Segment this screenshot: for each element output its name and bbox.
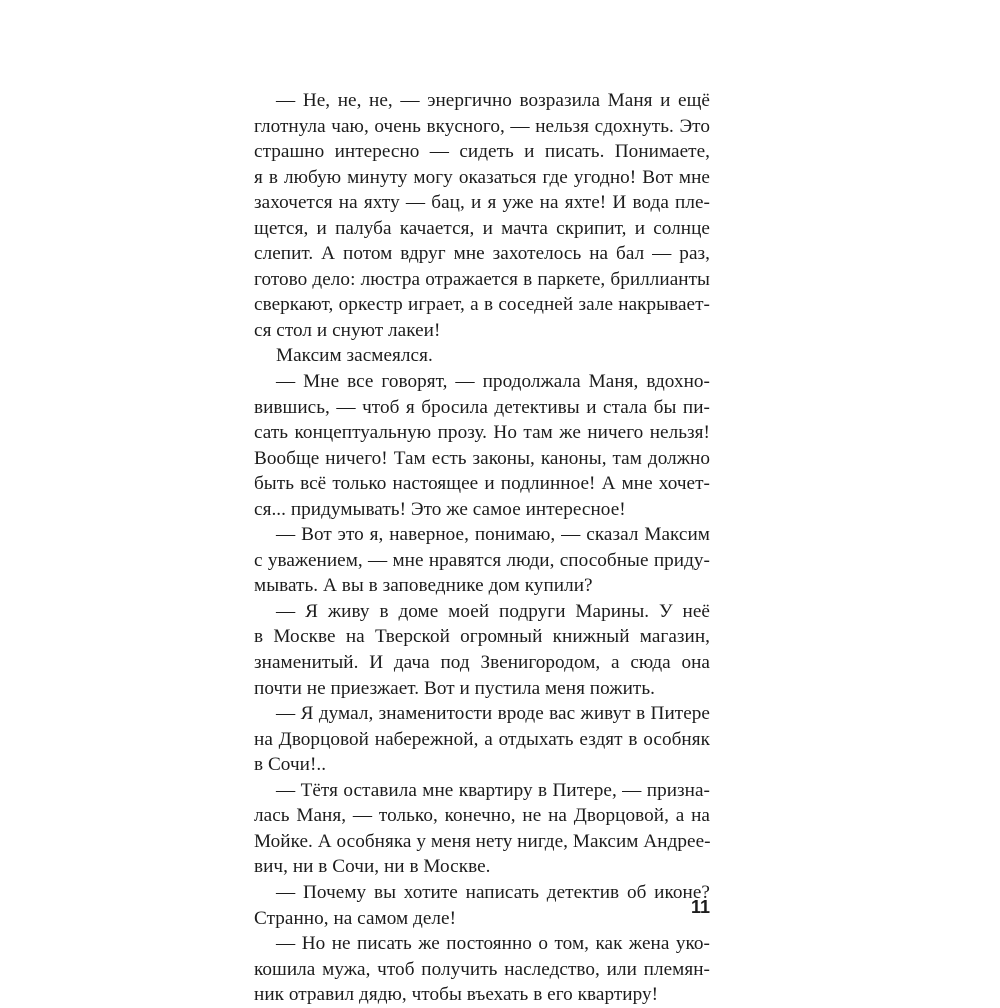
- text-line: — Мне все говорят, — продолжала Маня, вдохно-: [276, 371, 710, 393]
- paragraph: [254, 880, 710, 931]
- text-line: с уважением, — мне нравятся люди, способные приду-: [254, 549, 710, 571]
- text-line: ся стол и снуют лакеи!: [254, 319, 441, 341]
- text-line: страшно интересно — сидеть и писать. Понимаете,: [254, 141, 710, 163]
- text-line: Вообще ничего! Там есть законы, каноны, там должно: [254, 447, 710, 469]
- text-line: вившись, — чтоб я бросила детективы и стала бы пи-: [254, 396, 710, 418]
- text-line: мывать. А вы в заповеднике дом купили?: [254, 575, 593, 597]
- text-line: в Москве на Тверской огромный книжный магазин,: [254, 626, 710, 648]
- paragraph: [254, 778, 710, 880]
- text-line: готово дело: люстра отражается в паркете, бриллианты: [254, 268, 710, 290]
- text-line: вич, ни в Сочи, ни в Москве.: [254, 856, 491, 878]
- paragraph: [254, 522, 710, 599]
- text-line: я в любую минуту могу оказаться где угодно! Вот мне: [254, 166, 710, 188]
- text-line: знаменитый. И дача под Звенигородом, а сюда она: [254, 652, 710, 674]
- text-line: лась Маня, — только, конечно, не на Дворцовой, а на: [254, 805, 710, 827]
- paragraph: [254, 343, 710, 369]
- book-page-text: [254, 88, 710, 1008]
- text-line: Странно, на самом деле!: [254, 907, 457, 929]
- paragraph: [254, 88, 710, 343]
- paragraph: [254, 599, 710, 701]
- text-line: почти не приезжает. Вот и пустила меня пожить.: [254, 677, 655, 699]
- text-line: сверкают, оркестр играет, а в соседней зале накрывает-: [254, 294, 710, 316]
- text-line: кошила мужа, чтоб получить наследство, или племян-: [254, 958, 710, 980]
- text-line: ник отравил дядю, чтобы въехать в его квартиру!: [254, 984, 659, 1006]
- text-line: щется, и палуба качается, и мачта скрипит, и солнце: [254, 217, 710, 239]
- page-number: 11: [690, 897, 710, 917]
- text-line: — Но не писать же постоянно о том, как жена уко-: [276, 933, 710, 955]
- text-line: — Почему вы хотите написать детектив об иконе?: [276, 881, 710, 903]
- paragraph: [254, 701, 710, 778]
- text-line: быть всё только настоящее и подлинное! А мне хочет-: [254, 473, 710, 495]
- text-line: — Я думал, знаменитости вроде вас живут в Питере: [276, 703, 710, 725]
- text-line: в Сочи!..: [254, 754, 327, 776]
- text-line: — Я живу в доме моей подруги Марины. У неё: [276, 600, 710, 622]
- text-line: Мойке. А особняка у меня нету нигде, Максим Андрее-: [254, 830, 711, 852]
- text-line: — Не, не, не, — энергично возразила Маня и ещё: [276, 90, 710, 111]
- text-line: на Дворцовой набережной, а отдыхать ездят в особняк: [254, 728, 710, 750]
- text-line: сать концептуальную прозу. Но там же ничего нельзя!: [254, 422, 710, 444]
- paragraph: [254, 931, 710, 1008]
- text-line: — Тётя оставила мне квартиру в Питере, — призна-: [276, 779, 710, 801]
- paragraph: [254, 369, 710, 522]
- text-line: Максим засмеялся.: [276, 345, 433, 367]
- text-line: слепит. А потом вдруг мне захотелось на бал — раз,: [254, 243, 710, 265]
- text-line: захочется на яхту — бац, и я уже на яхте! И вода пле-: [254, 192, 710, 214]
- text-line: глотнула чаю, очень вкусного, — нельзя сдохнуть. Это: [254, 115, 710, 137]
- text-line: — Вот это я, наверное, понимаю, — сказал Максим: [276, 524, 710, 546]
- text-line: ся... придумывать! Это же самое интересное!: [254, 498, 626, 520]
